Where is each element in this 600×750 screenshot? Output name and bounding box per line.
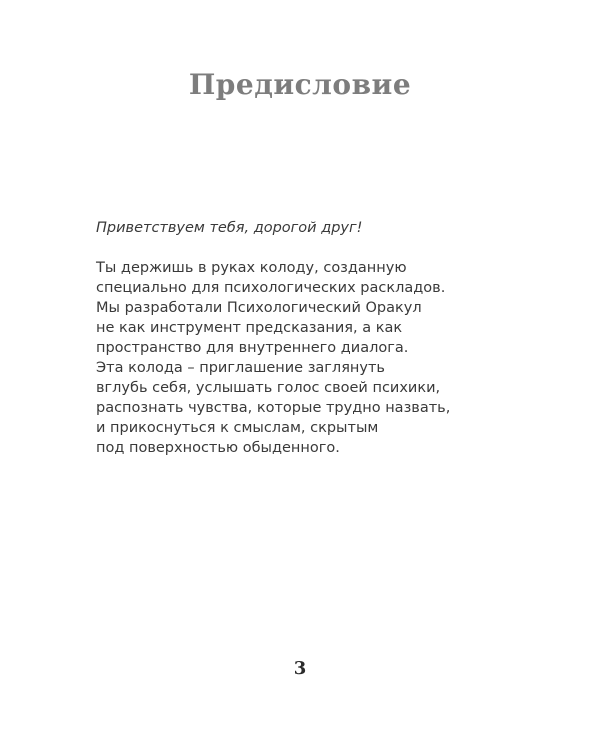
body-line: Эта колода – приглашение заглянуть xyxy=(96,360,385,376)
page-title: Предисловие xyxy=(188,68,412,101)
body-line: не как инструмент предсказания, а как xyxy=(96,320,403,336)
body-line: пространство для внутреннего диалога. xyxy=(96,340,409,356)
body-paragraph xyxy=(96,258,450,458)
body-line: распознать чувства, которые трудно назвать, xyxy=(96,400,451,416)
body-line: Мы разработали Психологический Оракул xyxy=(96,300,422,316)
body-line: вглубь себя, услышать голос своей психики, xyxy=(96,380,441,396)
greeting-text: Приветствуем тебя, дорогой друг! xyxy=(96,220,363,236)
body-line: под поверхностью обыденного. xyxy=(96,440,340,456)
body-line: и прикоснуться к смыслам, скрытым xyxy=(96,420,379,436)
page-number: 3 xyxy=(293,658,307,679)
body-line: Ты держишь в руках колоду, созданную xyxy=(96,260,407,276)
body-line: специально для психологических раскладов. xyxy=(96,280,446,296)
